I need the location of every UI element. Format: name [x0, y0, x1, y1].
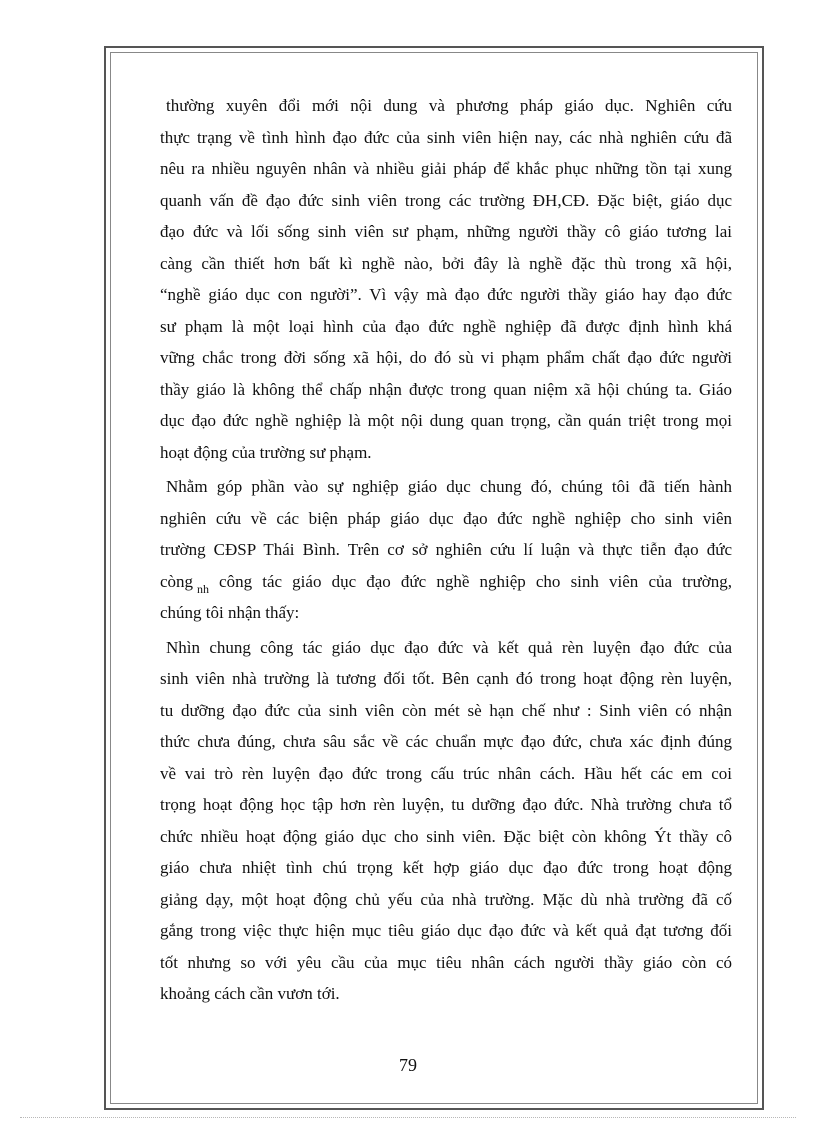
document-body [160, 90, 732, 1010]
paragraph-line: Nhằm góp phần vào sự nghiệp giáo dục chung đó, chúng tôi đã tiến hành [166, 477, 732, 496]
paragraph-line: càng cần thiết hơn bất kì nghề nào, bởi đây là nghề đặc thù trong xã hội, [160, 253, 732, 273]
paragraph-line: nghiên cứu về các biện pháp giáo dục đạo đức nghề nghiệp cho sinh viên [160, 508, 732, 528]
paragraph-line: chúng tôi nhận thấy: [160, 603, 300, 622]
paragraph-line: khoảng cách cần vươn tới. [160, 984, 340, 1003]
paragraph-line: trường CĐSP Thái Bình. Trên cơ sở nghiên cứu lí luận và thực tiễn đạo đức [160, 540, 732, 559]
line-rest: công tác giáo dục đạo đức nghề nghiệp cho sinh viên của trường, [219, 571, 732, 591]
paragraph-line: thực trạng về tình hình đạo đức của sinh viên hiện nay, các nhà nghiên cứu đã [160, 127, 732, 147]
paragraph-line: giảng dạy, một hoạt động chủ yếu của nhà trường. Mặc dù nhà trường đã cố [160, 889, 732, 909]
paragraph-line: chức nhiều hoạt động giáo dục cho sinh viên. Đặc biệt còn không Ýt thầy cô [160, 826, 732, 846]
paragraph-line: Nhìn chung công tác giáo dục đạo đức và kết quả rèn luyện đạo đức của [166, 637, 732, 657]
paragraph-3 [160, 632, 732, 1010]
paragraph-line: “nghề giáo dục con người”. Vì vậy mà đạo đức người thầy giáo hay đạo đức [160, 285, 732, 304]
paragraph-line: thường xuyên đổi mới nội dung và phương pháp giáo dục. Nghiên cứu [166, 96, 732, 115]
paragraph-line: thức chưa đúng, chưa sâu sắc về các chuẩn mực đạo đức, chưa xác định đúng [160, 732, 732, 751]
paragraph-line: gắng trong việc thực hiện mục tiêu giáo dục đạo đức và kết quả đạt tương đối [160, 921, 732, 940]
paragraph-line: hoạt động của trường sư phạm. [160, 442, 372, 462]
paragraph-2 [160, 471, 732, 629]
page-number: 79 [399, 1055, 417, 1075]
paragraph-line: sinh viên nhà trường là tương đối tốt. Bên cạnh đó trong hoạt động rèn luyện, [160, 669, 732, 688]
paragraph-line: tu dưỡng đạo đức của sinh viên còn mét sè hạn chế như : Sinh viên có nhận [160, 700, 732, 720]
paragraph-line: nêu ra nhiều nguyên nhân và nhiều giải pháp để khắc phục những tồn tại xung [160, 159, 732, 178]
paragraph-line: quanh vấn đề đạo đức sinh viên trong các trường ĐH,CĐ. Đặc biệt, giáo dục [160, 190, 732, 210]
paragraph-1 [160, 90, 732, 468]
paragraph-line: vững chắc trong đời sống xã hội, do đó sù vi phạm phẩm chất đạo đức người [160, 348, 732, 367]
paragraph-line: dục đạo đức nghề nghiệp là một nội dung quan trọng, cần quán triệt trong mọi [160, 411, 732, 430]
line-start: còng [160, 571, 194, 591]
footer-divider [20, 1117, 796, 1118]
paragraph-line: tốt nhưng so với yêu cầu của mục tiêu nhân cách người thầy giáo còn có [160, 952, 732, 972]
paragraph-line: trọng hoạt động học tập hơn rèn luyện, tu dưỡng đạo đức. Nhà trường chưa tổ [160, 795, 732, 814]
paragraph-line: giáo chưa nhiệt tình chú trọng kết hợp giáo dục đạo đức trong hoạt động [160, 858, 732, 877]
paragraph-line-with-subscript [160, 566, 732, 598]
paragraph-line: sư phạm là một loại hình của đạo đức nghề nghiệp đã được định hình khá [160, 316, 732, 336]
paragraph-line: về vai trò rèn luyện đạo đức trong cấu trúc nhân cách. Hầu hết các em coi [160, 763, 732, 783]
paragraph-line: đạo đức và lối sống sinh viên sư phạm, những người thầy cô giáo tương lai [160, 222, 732, 241]
paragraph-line: thầy giáo là không thể chấp nhận được trong quan niệm xã hội chúng ta. Giáo [160, 379, 732, 399]
subscript-fragment: nh [197, 581, 210, 596]
